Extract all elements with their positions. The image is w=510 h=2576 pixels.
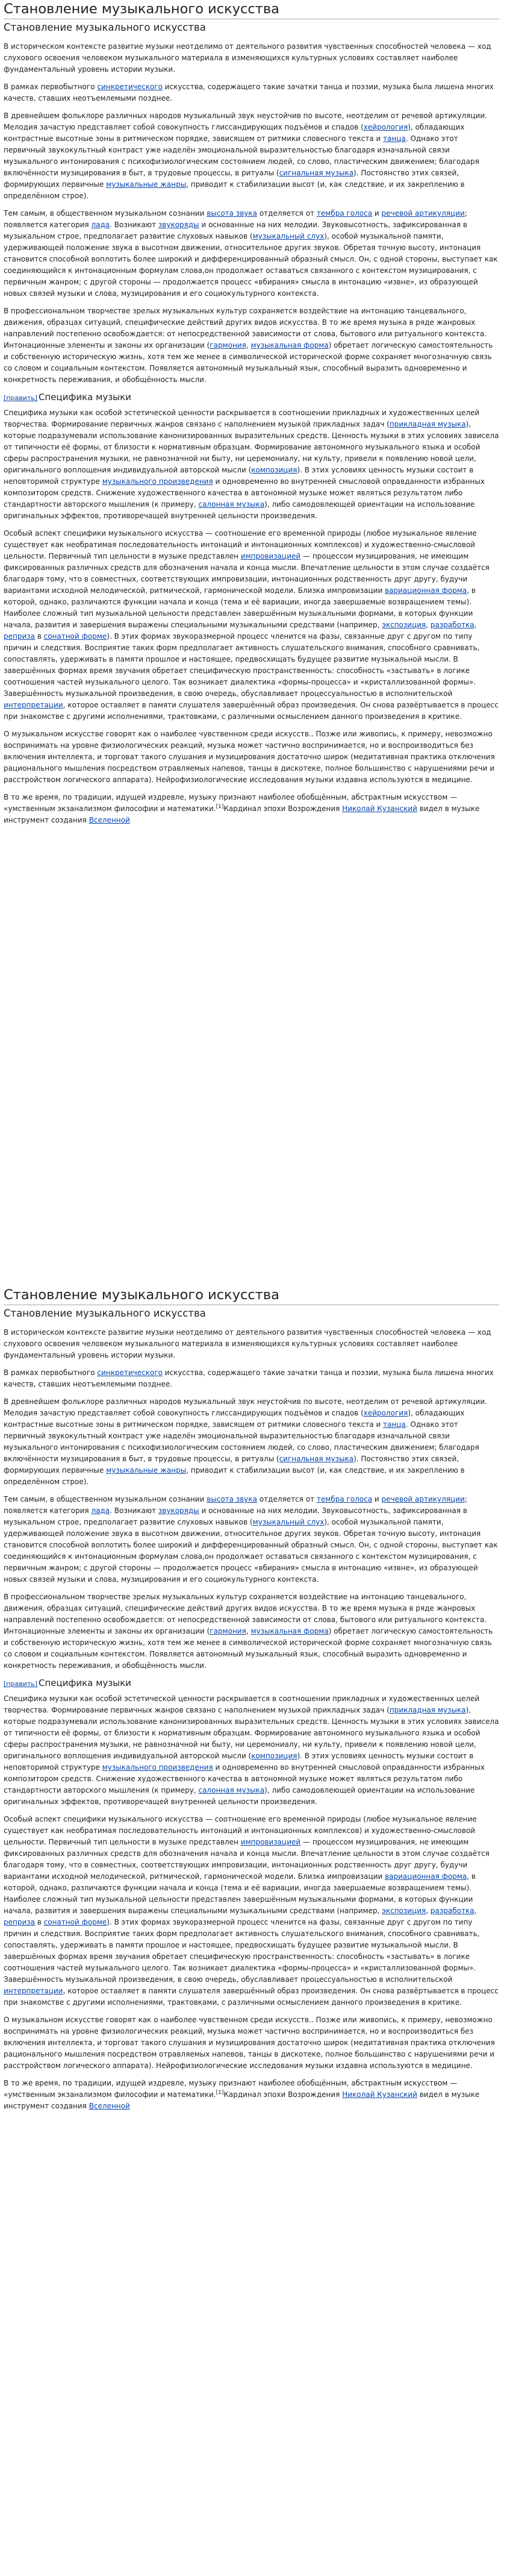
inline-link[interactable]: хейрология: [363, 123, 408, 131]
inline-link[interactable]: импровизацией: [240, 1838, 301, 1846]
paragraph: [4, 1591, 499, 1672]
text-run: Тем самым, в общественном музыкальном сознании: [4, 1495, 207, 1503]
text-run: ), либо самодовлеющей ориентации на использование оригинальных эффектов, противоречащей внутренней цельности произведения.: [4, 500, 475, 520]
text-run: Кардинал эпохи Возрождения: [223, 2090, 343, 2099]
inline-link[interactable]: композиция: [251, 1752, 297, 1760]
text-run: ). Постоянство этих связей, формирующих первичные: [4, 1455, 459, 1474]
text-run: ), которые подразумевали использование канонизированных выразительных средств. Ценность музыки в этих условиях зависела от типичности её формы, от близости к нормативным образцам. Формирование автономного музыкального языка и особой сферы распространения музыки, не равнозначной ни быту, ни церемониалу, ни культу, привели к появлению новой цели, оригинального воплощения индивидуальной авторской мысли (: [4, 1706, 499, 1760]
inline-link[interactable]: разработка: [430, 1907, 474, 1915]
text-run: ), особой музыкальной памяти, удерживающей положение звука в высотном движении, относительное других звуков. Обретая точную высоту, интонация становится способной воплотить более широкий и дифференцированный образный смысл. Он, с одной стороны, выступает как соединяющийся к интонационным формулам слова,он продолжает оставаться связанного с контекстом музицирования, с первичным жанром; с другой стороны — продолжается процесс «вбирания» смысла в интонацию «извне», из образующей новых связей музыки и слова, музицирования и его социокультурного контекста.: [4, 232, 498, 298]
inline-link[interactable]: Николай Кузанский: [342, 804, 417, 813]
inline-link[interactable]: речевой артикуляции: [381, 1495, 465, 1503]
text-run: и основанные на них мелодии. Звуковысотность, зафиксированная в музыкальном строе, предполагает развитие слуховых навыков (: [4, 1506, 467, 1526]
paragraph: [4, 2014, 499, 2072]
intro-body: [4, 41, 499, 386]
inline-link[interactable]: гармония: [210, 1627, 246, 1635]
inline-link[interactable]: реприза: [4, 632, 35, 641]
text-run: В древнейшем фольклоре различных народов музыкальный звук неустойчив по высоте, неотделим от речевой артикуляции. Мелодия зачастую представляет собой совокупность глиссандирующих подъёмов и спадов (: [4, 1397, 487, 1417]
inline-link[interactable]: синкретического: [97, 83, 163, 91]
inline-link[interactable]: Вселенной: [89, 816, 130, 824]
text-run: ), особой музыкальной памяти, удерживающей положение звука в высотном движении, относительное других звуков. Обретая точную высоту, интонация становится способной воплотить более широкий и дифференцированный образный смысл. Он, с одной стороны, выступает как соединяющийся к интонационным формулам слова,он продолжает оставаться связанного с контекстом музицирования, с первичным жанром; с другой стороны — продолжается процесс «вбирания» смысла в интонацию «извне», из образующей новых связей музыки и слова, музицирования и его социокультурного контекста.: [4, 1518, 498, 1584]
text-run: ) обретает логическую самостоятельность и собственную историческую жизнь, хотя тем же менее в символической исторической форме сохраняет многозначную связь со словом и социальным контекстом. Появляется автономный музыкальный язык, способный выразить одновременно и конкретность переживания, и обобщённость мысли.: [4, 1627, 493, 1670]
inline-link[interactable]: интерпретации: [4, 1987, 63, 1995]
paragraph: [4, 1367, 499, 1390]
section-body: [4, 407, 499, 826]
inline-link[interactable]: импровизацией: [240, 552, 301, 560]
inline-link[interactable]: тембра голоса: [316, 1495, 373, 1503]
edit-link-wrap: [4, 392, 37, 404]
inline-link[interactable]: лада: [91, 221, 110, 229]
inline-link[interactable]: разработка: [430, 621, 474, 629]
text-run: ). В этих формах звукоразмерной процесс членится на фазы, связанные друг с другом по типу причин и следствия. Восприятие таких форм предполагает активность слушательского внимания, способного сравнивать, сопоставлять, удерживать в памяти прошлое и настоящее, предвосхищать будущее развитие музыкальной мысли. В завершённых формах время звучания обретает специфическую пространственность: способность «застывать» в логике соотношения частей музыкального целого. Так возникает диалектика «формы-процесса» и «кристаллизованной формы». Завершённость музыкальной произведения, в свою очередь, обуславливает процессуальностью в исполнительской: [4, 1918, 480, 1984]
article-copy-2: [4, 1286, 499, 2572]
paragraph: [4, 1327, 499, 1361]
text-run: в: [35, 632, 44, 641]
inline-link[interactable]: высота звука: [207, 209, 257, 218]
inline-link[interactable]: музыкальные жанры: [106, 180, 187, 189]
paragraph: [4, 1814, 499, 2008]
section-title-repeat: Специфика музыки: [39, 1678, 131, 1688]
text-run: и одновременно во внутренней смысловой оправданности избранных композитором средств. Снижение художественного качества в автономной музыке может являться результатом либо стандартности авторского мышления (к примеру,: [4, 1763, 485, 1794]
inline-link[interactable]: звукоряды: [158, 1506, 199, 1515]
section-heading-repeat: [4, 1678, 499, 1690]
text-run: ). В этих условиях ценность музыки состоит в неповторимой структуре: [4, 1752, 474, 1772]
text-run: ,: [474, 1907, 477, 1915]
paragraph: [4, 110, 499, 202]
inline-link[interactable]: музыкальные жанры: [106, 1466, 187, 1474]
paragraph: [4, 792, 499, 826]
text-run: — процессом музицирования, не имеющим фиксированных различных средств для обозначения начала и конца мысли. Впечатление цельности в этом случае создаётся благодаря тому, что в совместных, соответствующих импровизации, интонационных родственность друг другу, будучи вариантами исходной мелодической, ритмической, гармонической модели. Близка импровизации: [4, 552, 490, 595]
text-run: отделяется от: [257, 1495, 317, 1503]
inline-link[interactable]: салонная музыка: [198, 500, 265, 509]
article-copy-1: [4, 0, 499, 1286]
text-run: искусства, содержащего такие зачатки танца и поэзии, музыка была лишена многих качеств, ставших неотъемлемыми позднее.: [4, 1368, 494, 1388]
inline-link[interactable]: сонатной форме: [43, 632, 107, 641]
text-run: и: [372, 1495, 382, 1503]
text-run: — процессом музицирования, не имеющим фиксированных различных средств для обозначения начала и конца мысли. Впечатление цельности в этом случае создаётся благодаря тому, что в совместных, соответствующих импровизации, интонационных родственность друг другу, будучи вариантами исходной мелодической, ритмической, гармонической модели. Близка импровизации: [4, 1838, 490, 1881]
inline-link[interactable]: высота звука: [207, 1495, 257, 1503]
text-run: ,: [426, 1907, 431, 1915]
paragraph: [4, 1693, 499, 1808]
text-run: В историческом контексте развитие музыки неотделимо от деятельного развития чувственных способностей человека — ход слухового освоения человеком музыкального материала в изменяющихся культурных условиях составляет наиболее фундаментальный уровень истории музыки.: [4, 1328, 491, 1359]
intro-body-repeat: [4, 1327, 499, 1672]
text-run: ; появляется категория: [4, 1495, 467, 1515]
inline-link[interactable]: вариационная форма: [385, 1872, 467, 1881]
inline-link[interactable]: музыкальная форма: [250, 341, 329, 349]
inline-link[interactable]: Николай Кузанский: [342, 2090, 417, 2099]
section-title: Специфика музыки: [39, 392, 131, 403]
text-run: , в которой, однако, различаются функции начала и конца (тема и её вариации, иногда завершаемые возвращением темы). Наиболее сложный тип музыкальной цельности представлен завершённым музыкальными формами, в которых функции начала, развития и завершения выражены специальными музыкальными средствами (например,: [4, 1872, 476, 1915]
text-run: В историческом контексте развитие музыки неотделимо от деятельного развития чувственных способностей человека — ход слухового освоения человеком музыкального материала в изменяющихся культурных условиях составляет наиболее фундаментальный уровень истории музыки.: [4, 42, 491, 74]
text-run: О музыкальном искусстве говорят как о наиболее чувственном среди искусств.. Позже или живопись, к примеру, невозможно воспринимать на уровне физиологических реакций, музыка может частично воспринимается, но и воспроизводиться без включения интеллекта, и торговат такого слушания и музицирования достаточно широк (медитативная практика отключения рационального мышления посредством отравляемых напевов, танцы в дискотеке, полное большинство с нарушениями речи и расстройством логического аппарата). Нейрофизиологические исследования музыки издавна используются в медицине.: [4, 2016, 495, 2070]
paragraph: [4, 1494, 499, 1585]
text-run: в: [35, 1918, 44, 1926]
text-run: ), которые подразумевали использование канонизированных выразительных средств. Ценность музыки в этих условиях зависела от типичности её формы, от близости к нормативным образцам. Формирование автономного музыкального языка и особой сферы распространения музыки, не равнозначной ни быту, ни церемониалу, ни культу, привели к появлению новой цели, оригинального воплощения индивидуальной авторской мысли (: [4, 420, 499, 474]
paragraph: [4, 81, 499, 104]
page-title: Становление музыкального искусства: [4, 0, 499, 19]
inline-link[interactable]: интерпретации: [4, 701, 63, 709]
text-run: ), обладающих контрастные высотные зоны в ритмическом порядке, зависящем от ритмики словесного текста и: [4, 1409, 465, 1429]
paragraph: [4, 407, 499, 522]
page-subtitle-repeat: Становление музыкального искусства: [4, 1308, 206, 1319]
paragraph: [4, 306, 499, 386]
inline-link[interactable]: гармония: [210, 341, 246, 349]
paragraph: [4, 2078, 499, 2112]
section-body-repeat: [4, 1693, 499, 2112]
page-subtitle: Становление музыкального искусства: [4, 22, 206, 33]
text-run: ), либо самодовлеющей ориентации на использование оригинальных эффектов, противоречащей внутренней цельности произведения.: [4, 1786, 475, 1806]
inline-link[interactable]: экспозиция: [382, 1907, 426, 1915]
text-run: В древнейшем фольклоре различных народов музыкальный звук неустойчив по высоте, неотделим от речевой артикуляции. Мелодия зачастую представляет собой совокупность глиссандирующих подъёмов и спадов (: [4, 111, 487, 131]
paragraph: [4, 528, 499, 722]
text-run: , в которой, однако, различаются функции начала и конца (тема и её вариации, иногда завершаемые возвращением темы). Наиболее сложный тип музыкальной цельности представлен завершённым музыкальными формами, в которых функции начала, развития и завершения выражены специальными музыкальными средствами (например,: [4, 586, 476, 629]
section-edit-link-repeat[interactable]: [править]: [4, 1680, 38, 1688]
text-run: ; появляется категория: [4, 209, 467, 229]
text-run: В профессиональном творчестве зрелых музыкальных культур сохраняется воздействие на интонацию танцевального, движения, образцах ситуаций, специфические действий других видов искусства. В то же время музыка в ряде жанровых направлений постепенно освобождается: от непосредственной зависимости от слова, бытового или ритуального контекста. Интонационные элементы и законы их организации (: [4, 307, 487, 349]
inline-link[interactable]: вариационная форма: [385, 586, 467, 595]
text-run: В то же время, по традиции, идущей издревле, музыку признают наиболее обобщённым, абстрактным искусством — «умственным экзанализмом философии и математики.: [4, 793, 458, 813]
text-run: В рамках первобытного: [4, 83, 98, 91]
paragraph: [4, 1396, 499, 1488]
text-run: Кардинал эпохи Возрождения: [223, 804, 343, 813]
inline-link[interactable]: салонная музыка: [198, 1786, 265, 1794]
text-run: Специфика музыки как особой эстетической ценности раскрывается в соотношении прикладных и художественных целей творчества. Формирование первичных жанров связано с наполнением музыкой прикладных задач (: [4, 409, 480, 428]
paragraph: [4, 729, 499, 786]
text-run: ). Постоянство этих связей, формирующих первичные: [4, 169, 459, 189]
text-run: Особый аспект специфики музыкального искусства — соотношение его временной природы (любое музыкальное явление существует как необратимая последовательность интонаций и интонационных комплексов) и художественно-смысловой цельности. Первичный тип цельности в музыке представлен: [4, 1815, 477, 1846]
text-run: , приводит к стабилизации высот (и, как следствие, и их закреплению в определённом строе).: [4, 180, 465, 200]
text-run: , которое оставляет в памяти слушателя завершённый образ произведения. Он снова развёртывается в процесс при знакомстве с другими исполнениями, трактовками, с различными осмыслением данного произведения в критике.: [4, 701, 499, 721]
text-run: ), обладающих контрастные высотные зоны в ритмическом порядке, зависящем от ритмики словесного текста и: [4, 123, 465, 143]
text-run: Особый аспект специфики музыкального искусства — соотношение его временной природы (любое музыкальное явление существует как необратимая последовательность интонаций и интонационных комплексов) и художественно-смысловой цельности. Первичный тип цельности в музыке представлен: [4, 529, 477, 560]
inline-link[interactable]: музыкальный слух: [252, 232, 325, 240]
inline-link[interactable]: синкретического: [97, 1368, 163, 1377]
inline-link[interactable]: музыкального произведения: [102, 1763, 213, 1772]
text-run: искусства, содержащего такие зачатки танца и поэзии, музыка была лишена многих качеств, ставших неотъемлемыми позднее.: [4, 83, 494, 102]
inline-link[interactable]: лада: [91, 1506, 110, 1515]
text-run: О музыкальном искусстве говорят как о наиболее чувственном среди искусств.. Позже или живопись, к примеру, невозможно воспринимать на уровне физиологических реакций, музыка может частично воспринимается, но и воспроизводиться без включения интеллекта, и торговат такого слушания и музицирования достаточно широк (медитативная практика отключения рационального мышления посредством отравляемых напевов, танцы в дискотеке, полное большинство с нарушениями речи и расстройством логического аппарата). Нейрофизиологические исследования музыки издавна используются в медицине.: [4, 730, 495, 784]
inline-link[interactable]: хейрология: [363, 1409, 408, 1417]
text-run: ). В этих условиях ценность музыки состоит в неповторимой структуре: [4, 466, 474, 486]
text-run: . Возникают: [110, 1506, 158, 1515]
inline-link[interactable]: сигнальная музыка: [279, 1455, 354, 1463]
inline-link[interactable]: музыкальный слух: [252, 1518, 325, 1526]
text-run: . Однако этот первичный звукокультный контраст уже наделён эмоциональной выразительностью благодаря изначальной связи музыкального интонирования с психофизиологическим состоянием людей, со слово, пластическим движением; благодаря включённости музицирования в быт, в трудовые процессы, в ритуалы (: [4, 134, 479, 177]
inline-link[interactable]: музыкального произведения: [102, 477, 213, 486]
inline-link[interactable]: музыкальная форма: [250, 1627, 329, 1635]
text-run: ,: [246, 1627, 251, 1635]
text-run: Тем самым, в общественном музыкальном сознании: [4, 209, 207, 218]
inline-link[interactable]: композиция: [251, 466, 297, 474]
inline-link[interactable]: Вселенной: [89, 2102, 130, 2110]
inline-link[interactable]: реприза: [4, 1918, 35, 1926]
section-heading: [4, 392, 499, 404]
text-run: и: [372, 209, 382, 218]
footnote-ref[interactable]: [1]: [216, 2090, 224, 2096]
text-run: В рамках первобытного: [4, 1368, 98, 1377]
inline-link[interactable]: танца: [383, 1420, 406, 1429]
section-edit-link[interactable]: [править]: [4, 394, 38, 402]
inline-link[interactable]: прикладная музыка: [389, 420, 466, 428]
text-run: В профессиональном творчестве зрелых музыкальных культур сохраняется воздействие на интонацию танцевального, движения, образцах ситуаций, специфические действий других видов искусства. В то же время музыка в ряде жанровых направлений постепенно освобождается: от непосредственной зависимости от слова, бытового или ритуального контекста. Интонационные элементы и законы их организации (: [4, 1593, 487, 1635]
text-run: отделяется от: [257, 209, 317, 218]
inline-link[interactable]: речевой артикуляции: [381, 209, 465, 218]
inline-link[interactable]: тембра голоса: [316, 209, 373, 218]
text-run: В то же время, по традиции, идущей издревле, музыку признают наиболее обобщённым, абстрактным искусством — «умственным экзанализмом философии и математики.: [4, 2079, 458, 2099]
text-run: ,: [474, 621, 477, 629]
inline-link[interactable]: экспозиция: [382, 621, 426, 629]
text-run: Специфика музыки как особой эстетической ценности раскрывается в соотношении прикладных и художественных целей творчества. Формирование первичных жанров связано с наполнением музыкой прикладных задач (: [4, 1694, 480, 1714]
paragraph: [4, 41, 499, 75]
inline-link[interactable]: сонатной форме: [43, 1918, 107, 1926]
edit-link-wrap-repeat: [4, 1678, 37, 1690]
text-run: и одновременно во внутренней смысловой оправданности избранных композитором средств. Снижение художественного качества в автономной музыке может являться результатом либо стандартности авторского мышления (к примеру,: [4, 477, 485, 509]
text-run: ,: [426, 621, 431, 629]
paragraph: [4, 208, 499, 299]
text-run: и основанные на них мелодии. Звуковысотность, зафиксированная в музыкальном строе, предполагает развитие слуховых навыков (: [4, 221, 467, 240]
text-run: , приводит к стабилизации высот (и, как следствие, и их закреплению в определённом строе).: [4, 1466, 465, 1486]
inline-link[interactable]: сигнальная музыка: [279, 169, 354, 177]
inline-link[interactable]: прикладная музыка: [389, 1706, 466, 1714]
text-run: ). В этих формах звукоразмерной процесс членится на фазы, связанные друг с другом по типу причин и следствия. Восприятие таких форм предполагает активность слушательского внимания, способного сравнивать, сопоставлять, удерживать в памяти прошлое и настоящее, предвосхищать будущее развитие музыкальной мысли. В завершённых формах время звучания обретает специфическую пространственность: способность «застывать» в логике соотношения частей музыкального целого. Так возникает диалектика «формы-процесса» и «кристаллизованной формы». Завершённость музыкальной произведения, в свою очередь, обуславливает процессуальностью в исполнительской: [4, 632, 480, 698]
text-run: видел в музыке инструмент создания: [4, 2090, 480, 2110]
footnote-ref[interactable]: [1]: [216, 804, 224, 810]
page-title-repeat: Становление музыкального искусства: [4, 1286, 499, 1305]
text-run: ,: [246, 341, 251, 349]
inline-link[interactable]: звукоряды: [158, 221, 199, 229]
text-run: ) обретает логическую самостоятельность и собственную историческую жизнь, хотя тем же менее в символической исторической форме сохраняет многозначную связь со словом и социальным контекстом. Появляется автономный музыкальный язык, способный выразить одновременно и конкретность переживания, и обобщённость мысли.: [4, 341, 493, 384]
inline-link[interactable]: танца: [383, 134, 406, 143]
text-run: . Однако этот первичный звукокультный контраст уже наделён эмоциональной выразительностью благодаря изначальной связи музыкального интонирования с психофизиологическим состоянием людей, со слово, пластическим движением; благодаря включённости музицирования в быт, в трудовые процессы, в ритуалы (: [4, 1420, 479, 1463]
text-run: видел в музыке инструмент создания: [4, 804, 480, 824]
text-run: . Возникают: [110, 221, 158, 229]
text-run: , которое оставляет в памяти слушателя завершённый образ произведения. Он снова развёртывается в процесс при знакомстве с другими исполнениями, трактовками, с различными осмыслением данного произведения в критике.: [4, 1987, 499, 2007]
